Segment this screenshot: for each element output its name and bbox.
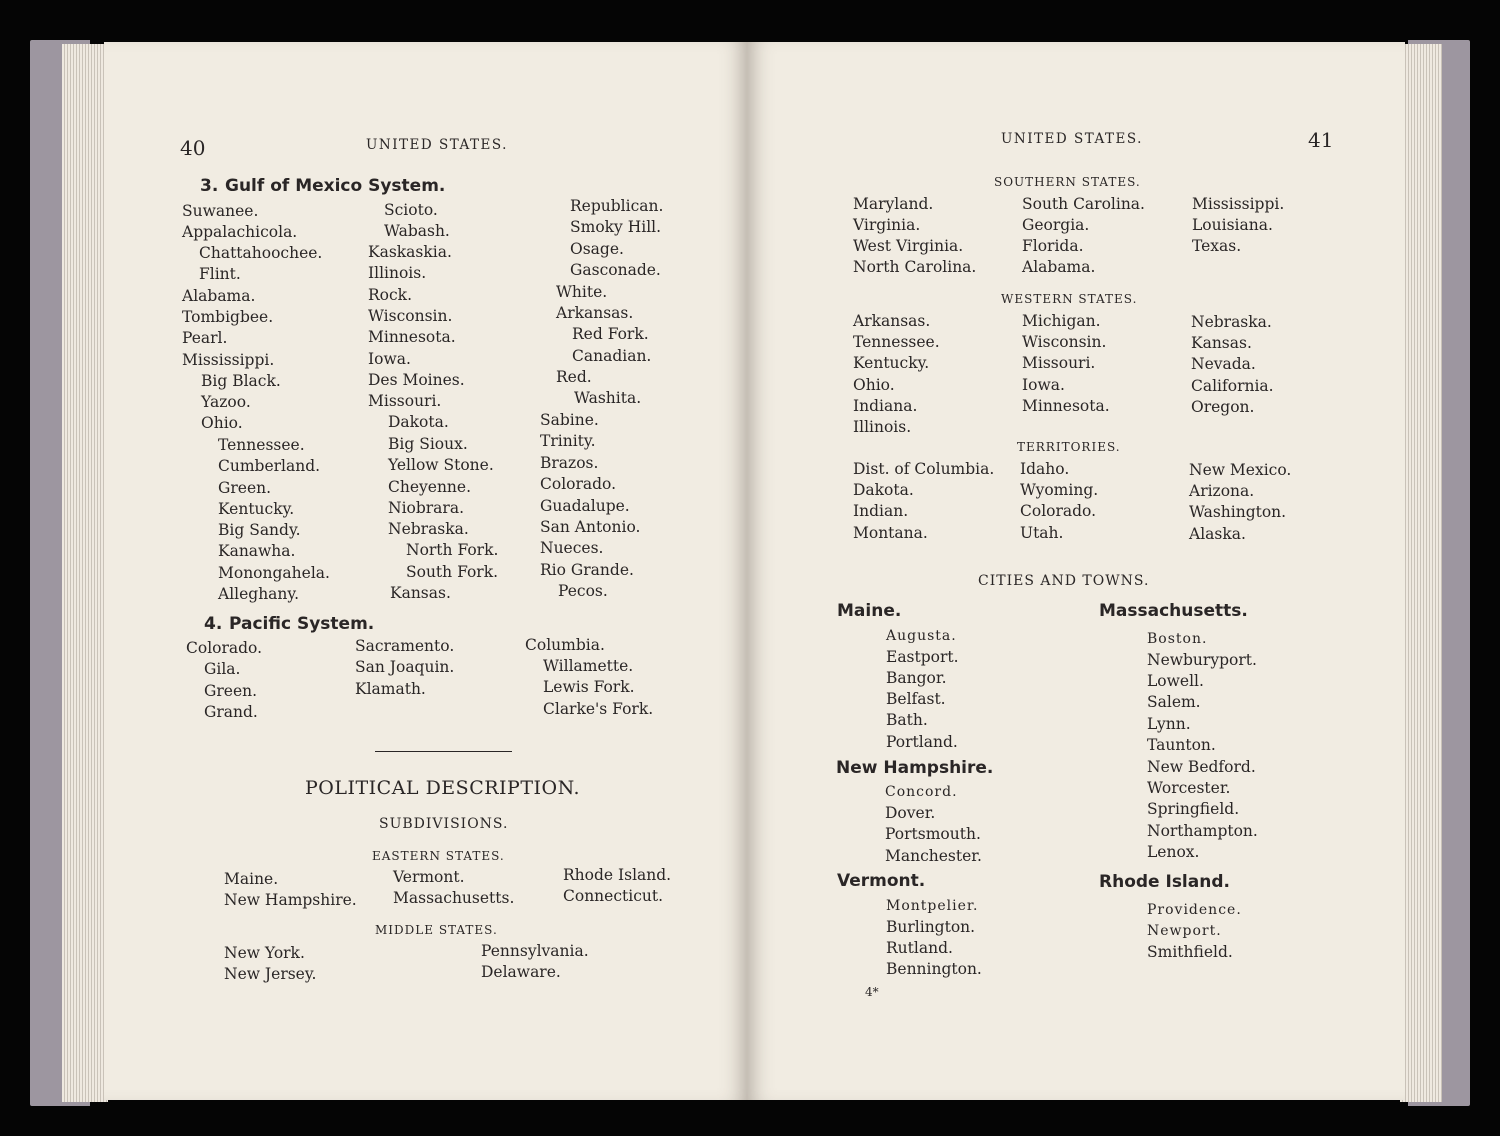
list-item: Canadian. — [572, 347, 652, 365]
list-item: Big Black. — [201, 372, 281, 390]
territory-name: New Mexico. — [1189, 461, 1292, 479]
page-number: 41 — [1308, 128, 1334, 152]
state-name: Kentucky. — [853, 354, 930, 372]
list-item: Rio Grande. — [540, 561, 634, 579]
list-item: Alabama. — [182, 287, 256, 305]
town-name: Bath. — [886, 711, 928, 729]
town-name: Bennington. — [886, 960, 982, 978]
list-item: San Antonio. — [540, 518, 641, 536]
town-name: Springfield. — [1147, 800, 1240, 818]
middle-states-heading: MIDDLE STATES. — [375, 923, 498, 937]
town-name: Worcester. — [1147, 779, 1231, 797]
capital-name: Montpelier. — [886, 898, 979, 914]
state-name: Indiana. — [853, 397, 918, 415]
list-item: Kanawha. — [218, 542, 296, 560]
list-item: Yellow Stone. — [388, 456, 494, 474]
list-item: Republican. — [570, 197, 664, 215]
left-page — [104, 42, 747, 1100]
list-item: Kentucky. — [218, 500, 295, 518]
section-heading: Pacific System. — [229, 614, 375, 634]
list-item: Pecos. — [558, 582, 608, 600]
list-item: Colorado. — [186, 639, 263, 657]
state-name: Maryland. — [853, 195, 934, 213]
list-item: Columbia. — [525, 636, 605, 654]
town-name: Lynn. — [1147, 715, 1191, 733]
list-item: Nueces. — [540, 539, 604, 557]
right-page — [747, 42, 1405, 1100]
territory-name: Dakota. — [853, 481, 914, 499]
list-item: Des Moines. — [368, 371, 465, 389]
list-item: Red. — [556, 368, 592, 386]
territory-name: Arizona. — [1189, 482, 1255, 500]
town-name: Portsmouth. — [885, 825, 981, 843]
list-item: Missouri. — [368, 392, 442, 410]
state-name: Texas. — [1192, 237, 1242, 255]
capital-name: Providence. — [1147, 902, 1242, 918]
list-item: Tennessee. — [218, 436, 305, 454]
list-item: Chattahoochee. — [199, 244, 323, 262]
western-states-heading: WESTERN STATES. — [1001, 292, 1138, 306]
town-name: Lowell. — [1147, 672, 1204, 690]
state-name: Georgia. — [1022, 216, 1090, 234]
list-item: Willamette. — [543, 657, 634, 675]
list-item: Tombigbee. — [182, 308, 274, 326]
state-name: Vermont. — [393, 868, 465, 886]
list-item: Nebraska. — [388, 520, 469, 538]
list-item: Guadalupe. — [540, 497, 630, 515]
town-name: Portland. — [886, 733, 958, 751]
list-item: Trinity. — [540, 432, 596, 450]
state-name: Nebraska. — [1191, 313, 1272, 331]
list-item: Clarke's Fork. — [543, 700, 654, 718]
list-item: Monongahela. — [218, 564, 330, 582]
state-name: South Carolina. — [1022, 195, 1145, 213]
capital-name: Augusta. — [886, 628, 957, 644]
town-name: Eastport. — [886, 648, 959, 666]
capital-name: Boston. — [1147, 631, 1208, 647]
list-item: Osage. — [570, 240, 624, 258]
list-item: Pearl. — [182, 329, 228, 347]
southern-states-heading: SOUTHERN STATES. — [994, 175, 1141, 189]
state-name: Missouri. — [1022, 354, 1096, 372]
town-name: Lenox. — [1147, 843, 1200, 861]
list-item: Brazos. — [540, 454, 599, 472]
list-item: Washita. — [574, 389, 642, 407]
list-item: Klamath. — [355, 680, 426, 698]
list-item: South Fork. — [406, 563, 499, 581]
territory-name: Colorado. — [1020, 502, 1097, 520]
list-item: Dakota. — [388, 413, 449, 431]
state-name: Pennsylvania. — [481, 942, 589, 960]
list-item: Green. — [218, 479, 272, 497]
list-item: Gila. — [204, 660, 241, 678]
state-name: Tennessee. — [853, 333, 940, 351]
list-item: Smoky Hill. — [570, 218, 662, 236]
town-name: Burlington. — [886, 918, 976, 936]
subdivisions-heading: SUBDIVISIONS. — [379, 816, 509, 832]
list-item: Cheyenne. — [388, 478, 472, 496]
state-heading: Vermont. — [837, 871, 926, 891]
town-name: Taunton. — [1147, 736, 1216, 754]
territory-name: Alaska. — [1189, 525, 1246, 543]
territory-name: Indian. — [853, 502, 909, 520]
town-name: Newburyport. — [1147, 651, 1257, 669]
state-name: Massachusetts. — [393, 889, 515, 907]
town-name: Smithfield. — [1147, 943, 1233, 961]
state-name: Rhode Island. — [563, 866, 672, 884]
list-item: Gasconade. — [570, 261, 661, 279]
list-item: Kaskaskia. — [368, 243, 452, 261]
list-item: Flint. — [199, 265, 241, 283]
town-name: Salem. — [1147, 693, 1201, 711]
list-item: Yazoo. — [201, 393, 251, 411]
state-name: Wisconsin. — [1022, 333, 1107, 351]
town-name: Dover. — [885, 804, 936, 822]
state-name: Alabama. — [1022, 258, 1096, 276]
section-divider — [375, 751, 512, 752]
list-item: Sacramento. — [355, 637, 455, 655]
signature-mark: 4* — [865, 985, 879, 999]
state-name: New Hampshire. — [224, 891, 357, 909]
town-name: Manchester. — [885, 847, 982, 865]
page-edges-right — [1400, 44, 1442, 1102]
capital-name: Concord. — [885, 784, 958, 800]
town-name: Rutland. — [886, 939, 953, 957]
list-item: Colorado. — [540, 475, 617, 493]
list-item: North Fork. — [406, 541, 499, 559]
list-item: Iowa. — [368, 350, 411, 368]
territory-name: Dist. of Columbia. — [853, 460, 995, 478]
list-item: Wabash. — [384, 222, 450, 240]
eastern-states-heading: EASTERN STATES. — [372, 849, 505, 863]
list-item: Mississippi. — [182, 351, 275, 369]
list-item: San Joaquin. — [355, 658, 455, 676]
town-name: Bangor. — [886, 669, 947, 687]
list-item: Alleghany. — [218, 585, 300, 603]
list-item: Kansas. — [390, 584, 451, 602]
section-number: 3. — [200, 176, 219, 196]
list-item: Green. — [204, 682, 258, 700]
town-name: New Bedford. — [1147, 758, 1256, 776]
list-item: Sabine. — [540, 411, 599, 429]
list-item: Grand. — [204, 703, 258, 721]
state-name: Arkansas. — [853, 312, 931, 330]
list-item: Minnesota. — [368, 328, 456, 346]
list-item: Rock. — [368, 286, 413, 304]
state-name: Connecticut. — [563, 887, 664, 905]
state-name: Ohio. — [853, 376, 895, 394]
state-name: North Carolina. — [853, 258, 977, 276]
state-name: Oregon. — [1191, 398, 1255, 416]
territory-name: Montana. — [853, 524, 928, 542]
list-item: Red Fork. — [572, 325, 649, 343]
town-name: Newport. — [1147, 923, 1222, 939]
page-number: 40 — [180, 136, 206, 160]
state-name: Kansas. — [1191, 334, 1252, 352]
state-name: Virginia. — [853, 216, 921, 234]
political-title: POLITICAL DESCRIPTION. — [305, 777, 581, 799]
territory-name: Washington. — [1189, 503, 1287, 521]
list-item: Appalachicola. — [182, 223, 298, 241]
list-item: Big Sioux. — [388, 435, 468, 453]
territory-name: Idaho. — [1020, 460, 1070, 478]
state-name: Delaware. — [481, 963, 561, 981]
state-name: New Jersey. — [224, 965, 317, 983]
state-heading: Rhode Island. — [1099, 872, 1230, 892]
territories-heading: TERRITORIES. — [1017, 440, 1121, 454]
state-name: Iowa. — [1022, 376, 1065, 394]
state-heading: Massachusetts. — [1099, 601, 1248, 621]
list-item: White. — [556, 283, 608, 301]
town-name: Northampton. — [1147, 822, 1258, 840]
state-heading: Maine. — [837, 601, 902, 621]
list-item: Lewis Fork. — [543, 678, 635, 696]
page-edges-left — [62, 44, 108, 1102]
territory-name: Wyoming. — [1020, 481, 1099, 499]
state-name: Michigan. — [1022, 312, 1101, 330]
list-item: Big Sandy. — [218, 521, 301, 539]
list-item: Cumberland. — [218, 457, 321, 475]
state-name: Minnesota. — [1022, 397, 1110, 415]
state-name: West Virginia. — [853, 237, 964, 255]
state-name: Maine. — [224, 870, 279, 888]
list-item: Suwanee. — [182, 202, 259, 220]
state-name: Illinois. — [853, 418, 912, 436]
section-number: 4. — [204, 614, 223, 634]
state-name: Mississippi. — [1192, 195, 1285, 213]
state-name: Louisiana. — [1192, 216, 1273, 234]
list-item: Niobrara. — [388, 499, 465, 517]
town-name: Belfast. — [886, 690, 946, 708]
state-name: Nevada. — [1191, 355, 1256, 373]
running-head: UNITED STATES. — [1001, 131, 1143, 147]
state-name: California. — [1191, 377, 1274, 395]
list-item: Illinois. — [368, 264, 427, 282]
list-item: Arkansas. — [556, 304, 634, 322]
section-heading: Gulf of Mexico System. — [225, 176, 446, 196]
cities-title: CITIES AND TOWNS. — [978, 573, 1150, 589]
list-item: Wisconsin. — [368, 307, 453, 325]
territory-name: Utah. — [1020, 524, 1064, 542]
list-item: Scioto. — [384, 201, 438, 219]
list-item: Ohio. — [201, 414, 243, 432]
state-heading: New Hampshire. — [836, 758, 994, 778]
running-head: UNITED STATES. — [366, 137, 508, 153]
state-name: Florida. — [1022, 237, 1084, 255]
state-name: New York. — [224, 944, 305, 962]
